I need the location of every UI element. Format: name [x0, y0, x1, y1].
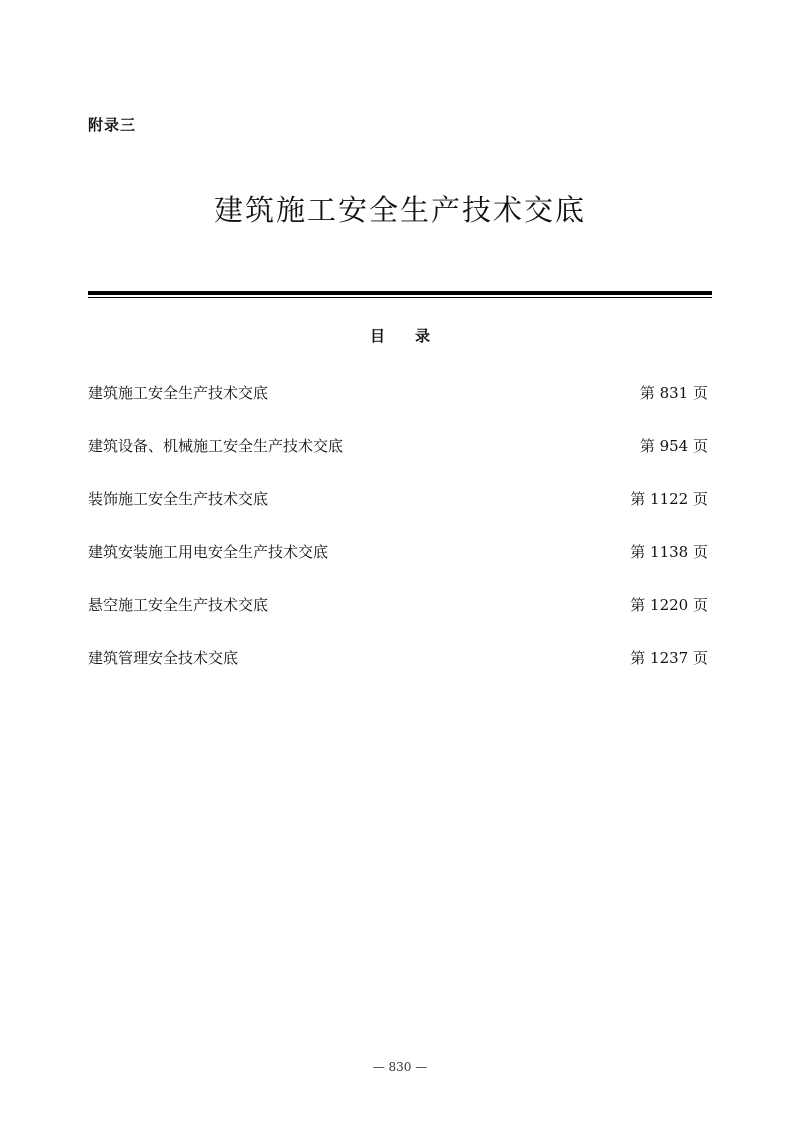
- toc-item-page: 第 1122 页: [630, 490, 708, 508]
- toc-item[interactable]: [88, 592, 712, 645]
- toc-item-title: 建筑管理安全技术交底: [88, 649, 239, 667]
- toc-heading: [0, 325, 800, 346]
- toc-item-title: 悬空施工安全生产技术交底: [88, 596, 269, 614]
- toc-item-page: 第 1138 页: [630, 543, 708, 561]
- title-divider-thick: [88, 291, 712, 295]
- toc-item[interactable]: [88, 380, 712, 433]
- toc-item[interactable]: [88, 433, 712, 486]
- toc-item[interactable]: [88, 645, 712, 698]
- toc-item-page: 第 1237 页: [630, 649, 708, 667]
- page-number: — 830 —: [372, 1060, 428, 1074]
- toc-item-title: 装饰施工安全生产技术交底: [88, 490, 269, 508]
- document-title: 建筑施工安全生产技术交底: [213, 193, 586, 227]
- toc-item[interactable]: [88, 539, 712, 592]
- toc-item-title: 建筑设备、机械施工安全生产技术交底: [88, 437, 344, 455]
- toc-item-page: 第 1220 页: [630, 596, 708, 614]
- toc-heading-right: 录: [415, 327, 431, 345]
- table-of-contents: [88, 380, 712, 698]
- toc-item[interactable]: [88, 486, 712, 539]
- title-divider-thin: [88, 297, 712, 298]
- appendix-label: 附录三: [88, 116, 137, 134]
- toc-item-title: 建筑安装施工用电安全生产技术交底: [88, 543, 329, 561]
- toc-item-page: 第 831 页: [639, 384, 708, 402]
- toc-heading-left: 目: [369, 327, 385, 345]
- toc-item-title: 建筑施工安全生产技术交底: [88, 384, 269, 402]
- toc-item-page: 第 954 页: [639, 437, 708, 455]
